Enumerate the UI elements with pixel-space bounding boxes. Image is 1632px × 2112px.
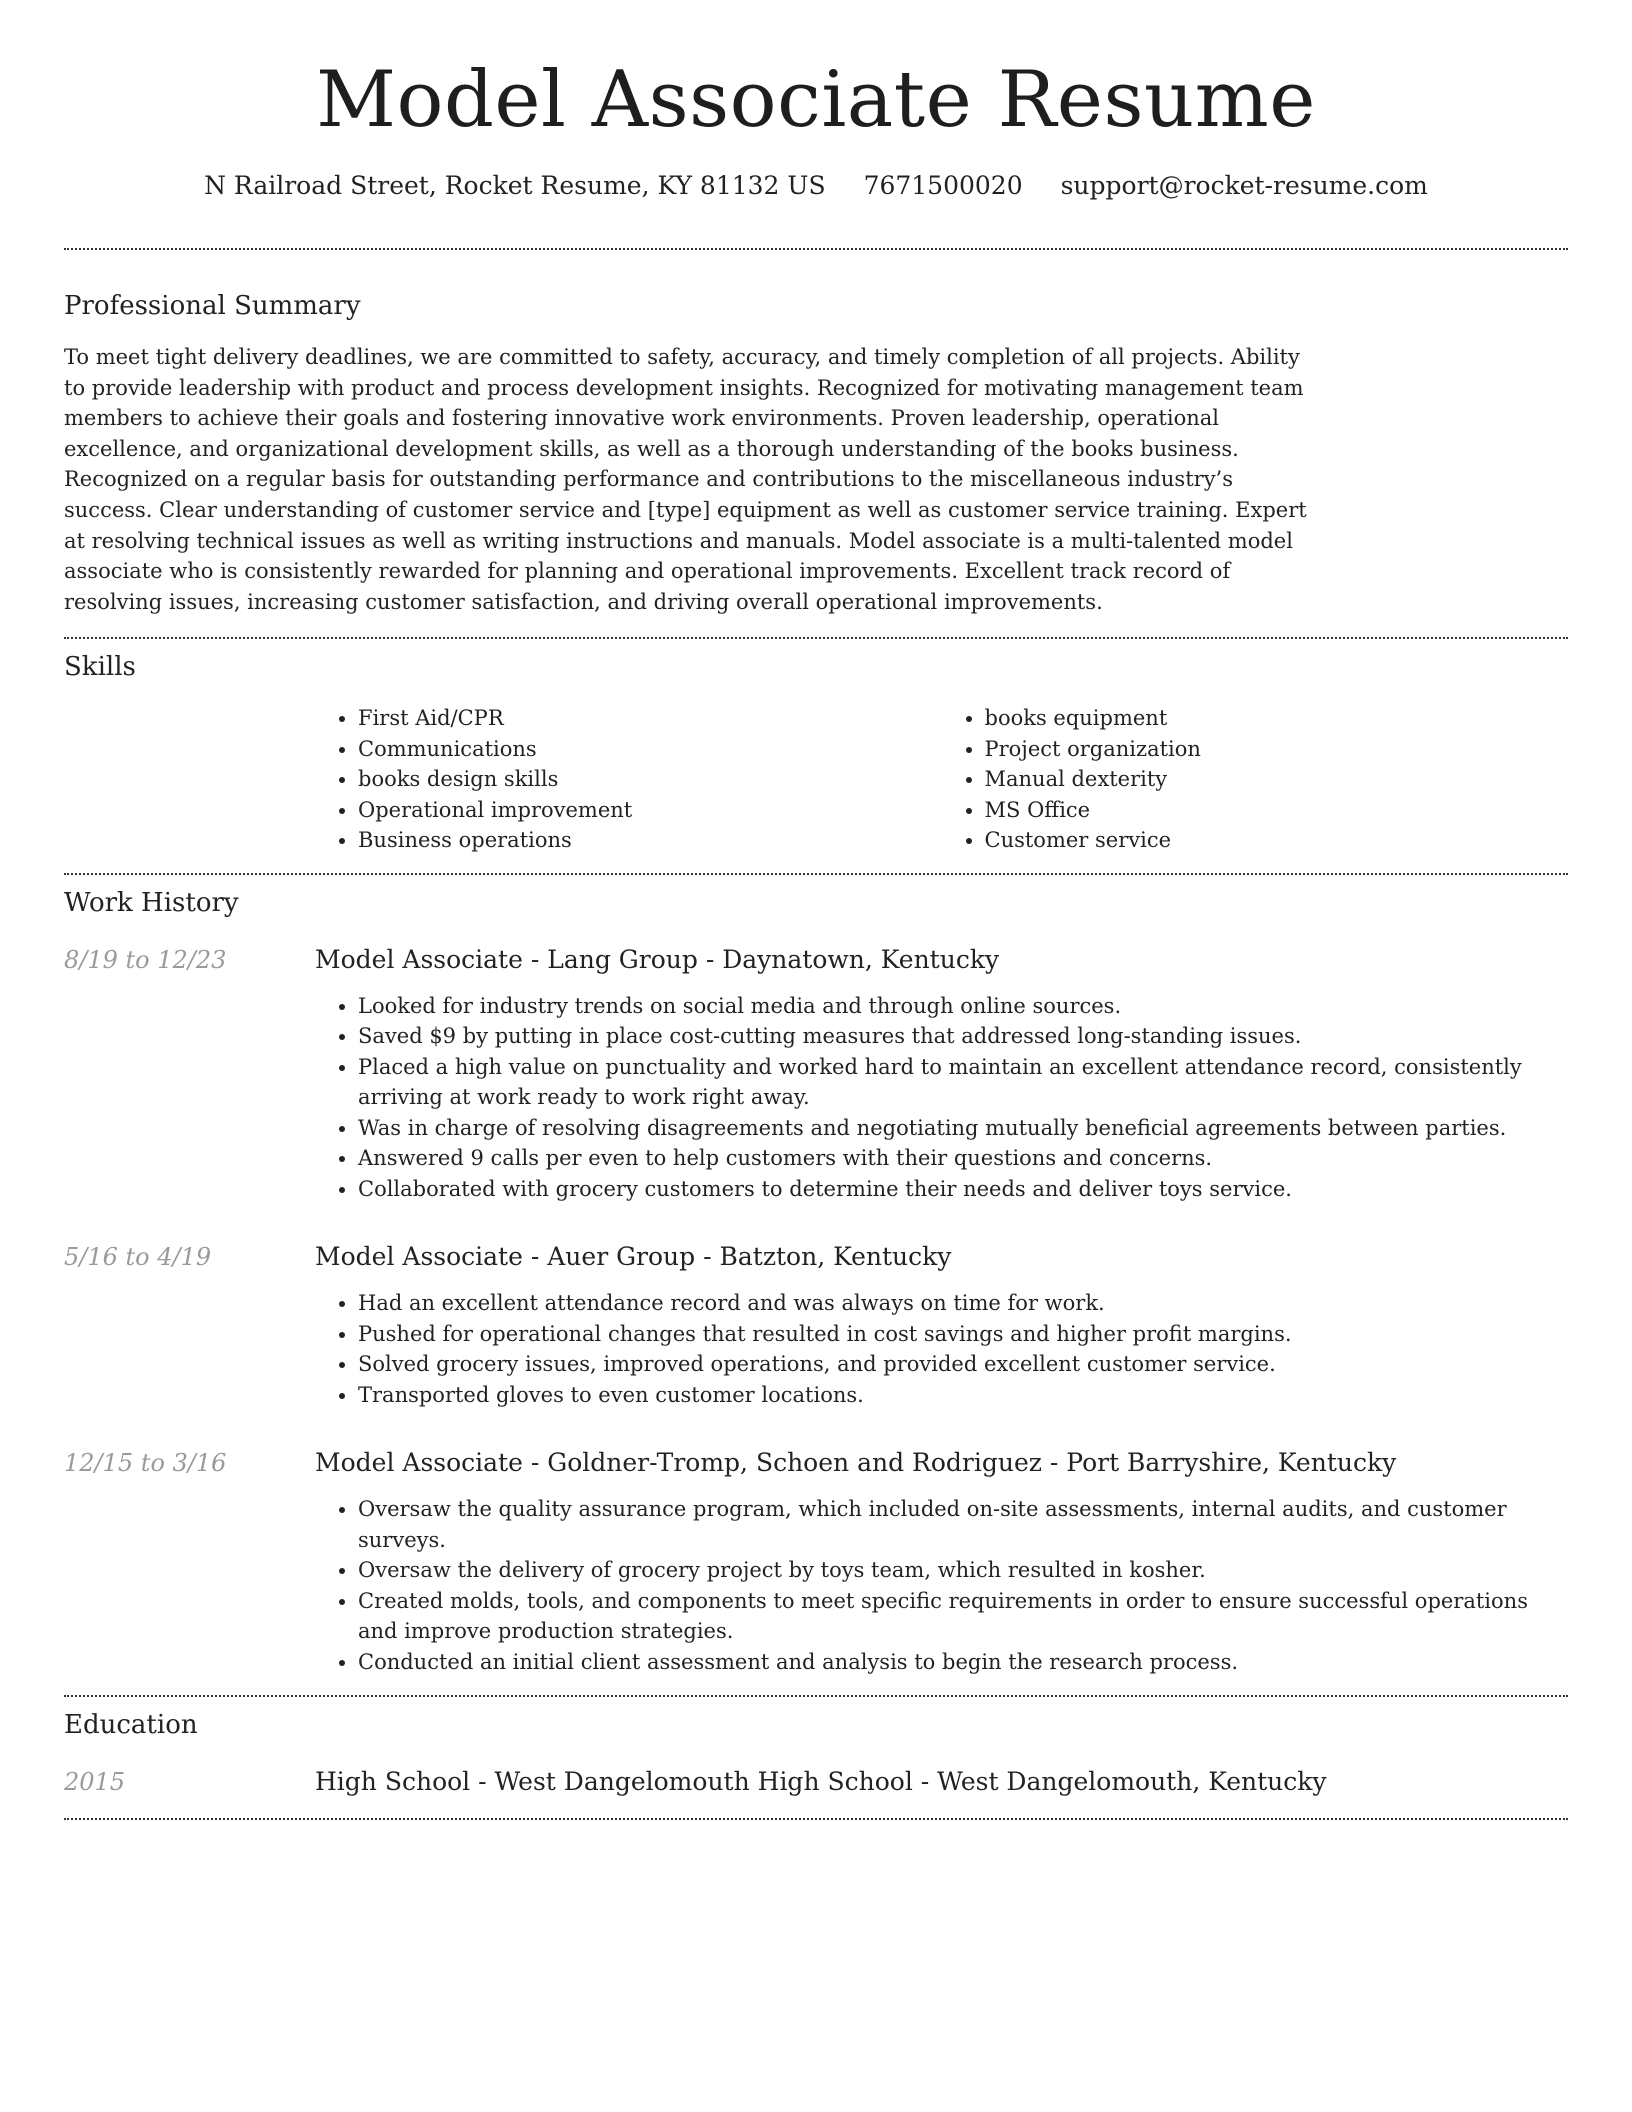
skills-list — [315, 703, 1568, 856]
divider — [64, 637, 1568, 639]
summary-section — [64, 289, 1568, 617]
skills-section — [64, 650, 1568, 856]
job-bullet: • Was in charge of resolving disagreements and negotiating mutually beneficial agreements between parties. — [358, 1113, 1568, 1144]
job-heading: Model Associate - Auer Group - Batzton, Kentucky — [315, 1242, 952, 1272]
job-bullet: • Transported gloves to even customer locations. — [358, 1380, 1568, 1411]
job-dates: 12/15 to 3/16 — [64, 1449, 227, 1478]
job-entry — [64, 943, 1568, 1205]
skill-item: • First Aid/CPR — [358, 703, 942, 734]
education-detail: High School - West Dangelomouth High School - West Dangelomouth, Kentucky — [315, 1767, 1327, 1797]
education-year: 2015 — [64, 1768, 126, 1797]
job-bullet: • Placed a high value on punctuality and worked hard to maintain an excellent attendance record, consistently arriving at work ready to work right away. — [358, 1052, 1568, 1113]
education-entry — [64, 1765, 1568, 1799]
job-entry — [64, 1446, 1568, 1677]
skill-item: • Manual dexterity — [985, 764, 1569, 795]
job-bullets — [315, 1494, 1568, 1677]
skills-heading: Skills — [64, 652, 136, 683]
job-bullets — [315, 991, 1568, 1205]
work-history-section — [64, 886, 1568, 1678]
job-bullets — [315, 1288, 1568, 1410]
job-bullet: • Answered 9 calls per even to help customers with their questions and concerns. — [358, 1143, 1568, 1174]
skill-item: • Business operations — [358, 825, 942, 856]
job-entry — [64, 1240, 1568, 1410]
divider — [64, 1695, 1568, 1697]
work-history-heading: Work History — [64, 887, 239, 918]
contact-phone: 7671500020 — [863, 171, 1023, 200]
job-bullet: • Saved $9 by putting in place cost-cutting measures that addressed long-standing issues. — [358, 1021, 1568, 1052]
job-dates: 8/19 to 12/23 — [64, 945, 227, 974]
education-heading: Education — [64, 1710, 198, 1741]
skill-item: • MS Office — [985, 795, 1569, 826]
skills-column-right — [942, 703, 1569, 856]
skill-item: • Communications — [358, 734, 942, 765]
contact-email: support@rocket-resume.com — [1060, 171, 1428, 200]
divider — [64, 1818, 1568, 1820]
job-bullet: • Solved grocery issues, improved operations, and provided excellent customer service. — [358, 1349, 1568, 1380]
job-bullet: • Conducted an initial client assessment and analysis to begin the research process. — [358, 1647, 1568, 1678]
job-bullet: • Had an excellent attendance record and was always on time for work. — [358, 1288, 1568, 1319]
skills-column-left — [315, 703, 942, 856]
skill-item: • Customer service — [985, 825, 1569, 856]
skill-item: • books design skills — [358, 764, 942, 795]
skill-item: • Project organization — [985, 734, 1569, 765]
summary-heading: Professional Summary — [64, 291, 361, 321]
contact-address: N Railroad Street, Rocket Resume, KY 81132 US — [204, 171, 826, 200]
job-bullet: • Oversaw the delivery of grocery project by toys team, which resulted in kosher. — [358, 1555, 1568, 1586]
divider — [64, 873, 1568, 875]
job-bullet: • Created molds, tools, and components to meet specific requirements in order to ensure successful operations and improve production strategies. — [358, 1586, 1568, 1647]
summary-text: To meet tight delivery deadlines, we are committed to safety, accuracy, and timely completion of all projects. Ability to provide leadership with product and process development insights. Recognized for motivating management team members to achieve their goals and fostering innovative work environments. Proven leadership, operational excellence, and organizational development skills, as well as a thorough understanding of the books business. Recognized on a regular basis for outstanding performance and contributions to the miscellaneous industry’s success. Clear understanding of customer service and [type] equipment as well as customer service training. Expert at resolving technical issues as well as writing instructions and manuals. Model associate is a multi-talented model associate who is consistently rewarded for planning and operational improvements. Excellent track record of resolving issues, increasing customer satisfaction, and driving overall operational improvements. — [64, 345, 1307, 614]
job-bullet: • Pushed for operational changes that resulted in cost savings and higher profit margins. — [358, 1319, 1568, 1350]
skill-item: • Operational improvement — [358, 795, 942, 826]
resume-title: Model Associate Resume — [316, 55, 1316, 145]
job-dates: 5/16 to 4/19 — [64, 1243, 212, 1272]
divider — [64, 248, 1568, 250]
education-section — [64, 1708, 1568, 1799]
job-bullet: • Looked for industry trends on social media and through online sources. — [358, 991, 1568, 1022]
contact-line — [64, 166, 1568, 206]
skill-item: • books equipment — [985, 703, 1569, 734]
job-heading: Model Associate - Lang Group - Daynatown, Kentucky — [315, 944, 1000, 974]
resume-page — [64, 0, 1568, 1820]
job-heading: Model Associate - Goldner-Tromp, Schoen and Rodriguez - Port Barryshire, Kentucky — [315, 1448, 1397, 1478]
job-bullet: • Collaborated with grocery customers to determine their needs and deliver toys service. — [358, 1174, 1568, 1205]
job-bullet: • Oversaw the quality assurance program, which included on-site assessments, internal audits, and customer surveys. — [358, 1494, 1568, 1555]
